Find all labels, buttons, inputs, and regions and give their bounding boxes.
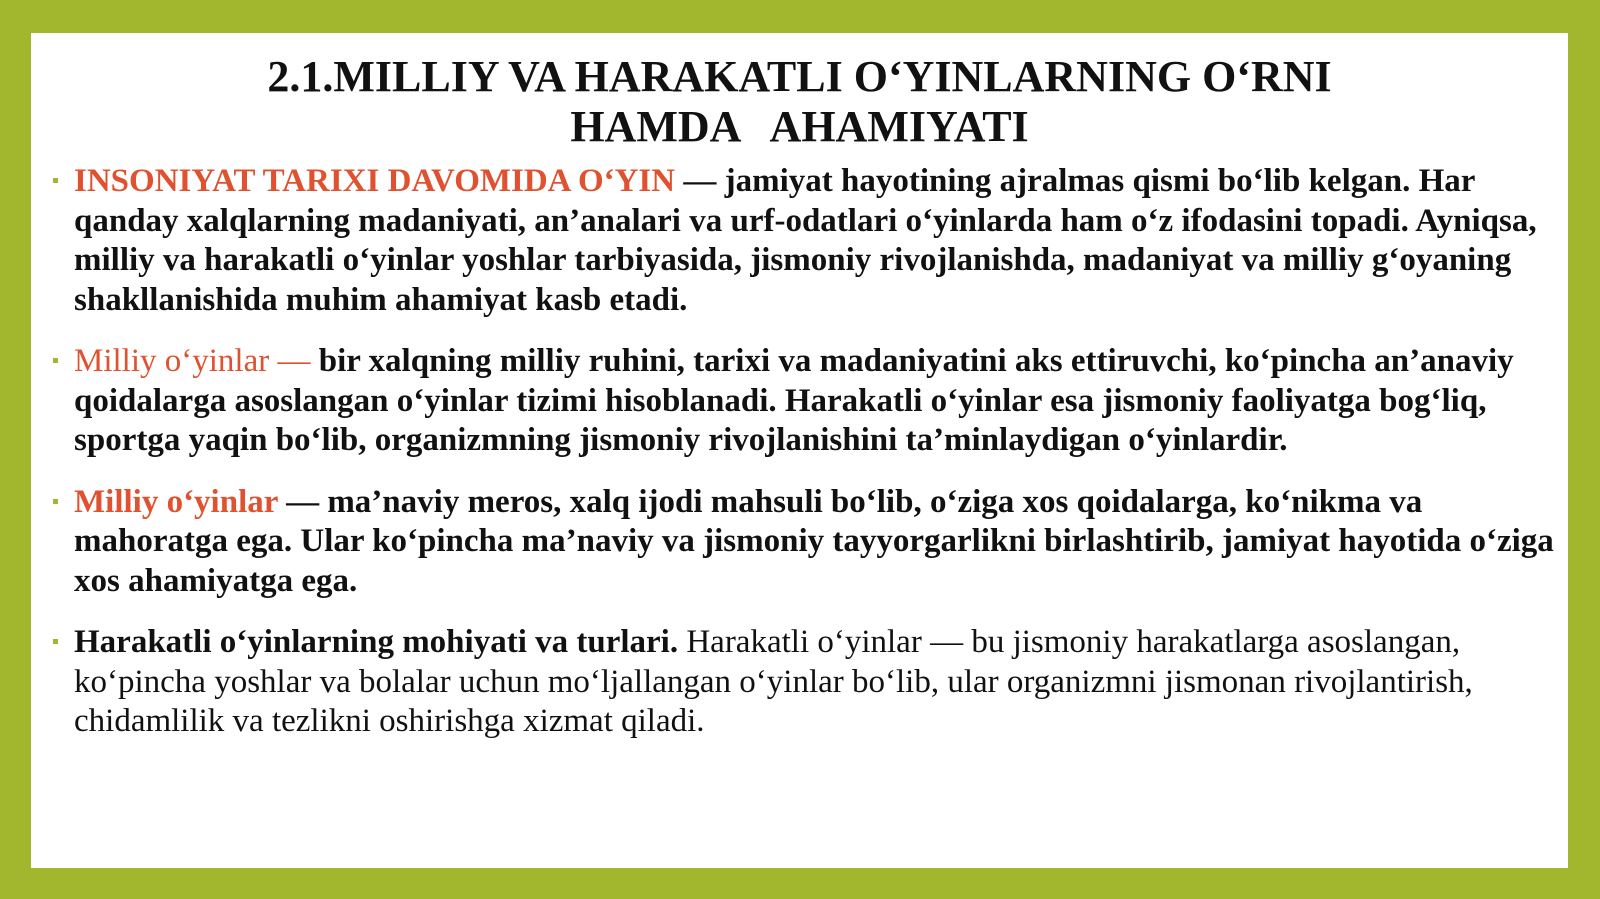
slide-title: [31, 52, 1568, 152]
bullet-body: — jamiyat hayotining ajralmas qismi bo‘lib kelgan. Har qanday xalqlarning madaniyati, an’analari va urf-odatlari o‘yinlarda ham o‘z ifodasini topadi. Ayniqsa, milliy va harakatli o‘yinlar yoshlar tarbiyasida, jismoniy rivojlanishda, madaniyat va milliy g‘oyaning shakllanishida muhim ahamiyat kasb etadi.: [74, 163, 1537, 318]
bullet-lead: Milliy o‘yinlar —: [74, 343, 319, 379]
bullet-body: — ma’naviy meros, xalq ijodi mahsuli bo‘lib, o‘ziga xos qoidalarga, ko‘nikma va mahoratga ega. Ular ko‘pincha ma’naviy va jismoniy tayyorgarlikni birlashtirib, jamiyat hayotida o‘ziga xos ahamiyatga ega.: [74, 483, 1554, 599]
slide-title-line-2: HAMDA AHAMIYATI: [570, 102, 1029, 151]
bullet-marker-icon: [53, 499, 58, 504]
bullet-marker-icon: [53, 639, 58, 644]
bullet-lead: INSONIYAT TARIXI DAVOMIDA O‘YIN: [74, 163, 676, 199]
bullet-marker-icon: [53, 178, 58, 183]
slide-title-line-1: 2.1.MILLIY VA HARAKATLI O‘YINLARNING O‘RNI: [267, 52, 1332, 101]
bullet-body: bir xalqning milliy ruhini, tarixi va madaniyatini aks ettiruvchi, ko‘pincha an’anaviy qoidalarga asoslangan o‘yinlar tizimi hisoblanadi. Harakatli o‘yinlar esa jismoniy faoliyatga bog‘liq, sportga yaqin bo‘lib, organizmning jismoniy rivojlanishini ta’minlaydigan o‘yinlardir.: [74, 343, 1514, 458]
bullet-lead: Milliy o‘yinlar: [74, 483, 278, 520]
bullet-lead: Harakatli o‘yinlarning mohiyati va turlari.: [74, 624, 679, 660]
bullet-body: Harakatli o‘yinlar — bu jismoniy harakatlarga asoslangan, ko‘pincha yoshlar va bolalar uchun mo‘ljallangan o‘yinlar bo‘lib, ular organizmni jismonan rivojlantirish, chidamlilik va tezlikni oshirishga xizmat qiladi.: [74, 624, 1473, 739]
bullet-list: [74, 162, 1560, 764]
bullet-item: [74, 342, 1560, 461]
bullet-item: [74, 483, 1560, 602]
bullet-item: [74, 162, 1560, 320]
bullet-item: [74, 623, 1560, 742]
slide: [31, 33, 1568, 868]
bullet-marker-icon: [53, 358, 58, 363]
